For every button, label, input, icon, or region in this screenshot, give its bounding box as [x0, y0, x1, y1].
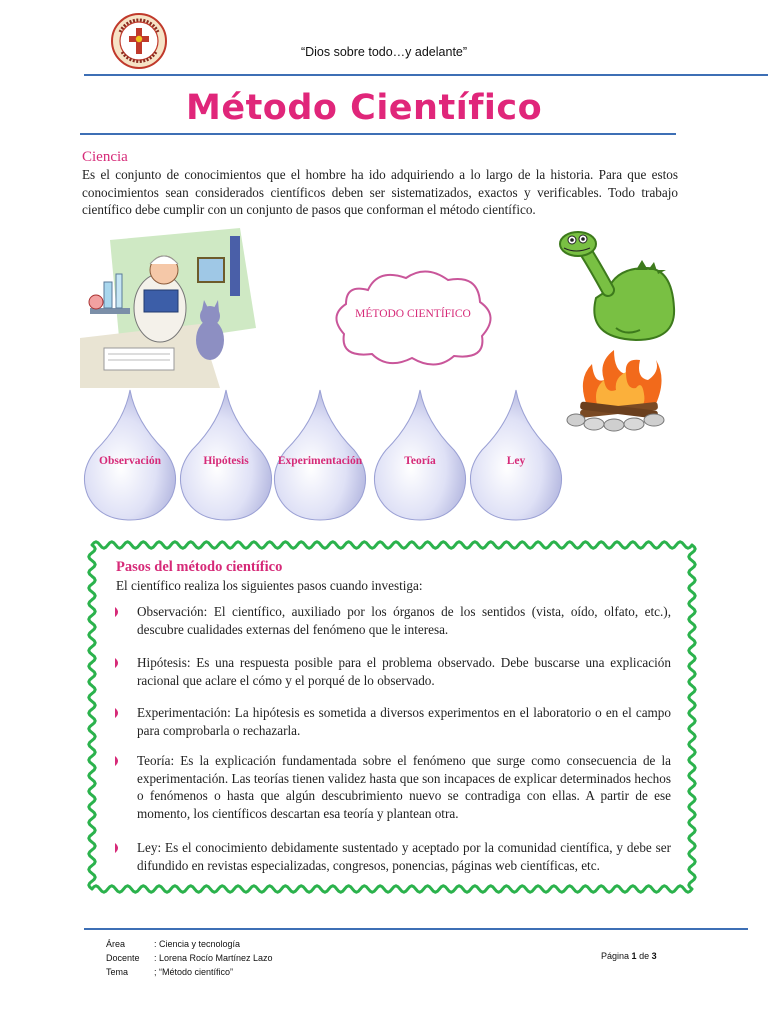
- step-text: La hipótesis es sometida a diversos experimentos en el laboratorio o en el campo para comprobarla o rechazarla.: [137, 705, 671, 738]
- page-word: Página: [601, 951, 630, 961]
- bullet-icon: [115, 843, 121, 853]
- step-drop-observacion: [82, 388, 178, 522]
- section-heading-ciencia: Ciencia: [82, 149, 128, 165]
- step-drop-teoria: [372, 388, 468, 522]
- header-divider: [84, 74, 768, 76]
- title-divider: [80, 133, 676, 135]
- step-drop-experimentacion: [272, 388, 368, 522]
- step-label: Hipótesis: [203, 455, 249, 467]
- bullet-icon: [115, 756, 121, 766]
- page-number: [601, 951, 657, 961]
- footer-info: [106, 937, 273, 979]
- school-seal-logo: [110, 12, 168, 70]
- footer-divider: [84, 928, 748, 930]
- step-term: Experimentación:: [137, 705, 231, 720]
- diagram-center-label: MÉTODO CIENTÍFICO: [355, 308, 471, 320]
- footer-area-label: Área: [106, 939, 126, 949]
- step-text: Es el conocimiento debidamente sustentado y aceptado por la comunidad científica, y debe ser difundido en revistas especializadas, congresos, ponencias, páginas web científicas, etc.: [137, 840, 671, 873]
- footer-tema-value: ; “Método científico”: [154, 967, 234, 977]
- step-term: Teoría:: [137, 753, 175, 768]
- step-item-observacion: [137, 603, 671, 638]
- step-term: Hipótesis:: [137, 655, 191, 670]
- page-of: de: [639, 951, 650, 961]
- footer-tema-label: Tema: [106, 967, 129, 977]
- scientist-lab-illustration: [80, 228, 256, 388]
- bullet-icon: [115, 658, 121, 668]
- footer-docente-value: : Lorena Rocío Martínez Lazo: [154, 953, 273, 963]
- page-current: 1: [631, 951, 637, 961]
- footer-area-value: : Ciencia y tecnología: [154, 939, 241, 949]
- step-label: Observación: [99, 455, 161, 467]
- step-term: Ley:: [137, 840, 162, 855]
- page-title: Método Científico: [186, 88, 543, 128]
- steps-intro: El científico realiza los siguientes pasos cuando investiga:: [116, 578, 423, 593]
- step-item-hipotesis: [137, 654, 671, 689]
- footer-docente-label: Docente: [106, 953, 140, 963]
- step-label: Teoría: [404, 455, 436, 467]
- bullet-icon: [115, 607, 121, 617]
- step-item-ley: [137, 839, 671, 874]
- step-item-experimentacion: [137, 704, 671, 739]
- step-text: Es la explicación fundamentada sobre el fenómeno que surge como consecuencia de la experimentación. Las teorías tienen validez hasta que son incapaces de explicar determinados hechos o fenómenos o hasta que algún descubrimiento nuevo se contradiga con ellas. A partir de ese momento, los científicos descartan esa teoría y plantean otra.: [137, 753, 671, 821]
- intro-paragraph: Es el conjunto de conocimientos que el hombre ha ido adquiriendo a lo largo de la historia. Para que estos conocimientos sean considerados científicos deben ser sistematizados, exactos y verificables. Todo trabajo científico debe cumplir con un conjunto de pasos que conforman el método científico.: [82, 167, 678, 217]
- bullet-icon: [115, 708, 121, 718]
- header-motto: “Dios sobre todo…y adelante”: [300, 45, 468, 59]
- steps-heading: Pasos del método científico: [116, 559, 283, 575]
- step-text: El científico, auxiliado por los órganos de los sentidos (vista, oído, olfato, etc.), descubre cualidades externas del fenómeno que le interesa.: [137, 604, 671, 637]
- step-item-teoria: [137, 752, 671, 822]
- step-label: Experimentación: [277, 455, 363, 467]
- step-label: Ley: [506, 455, 526, 467]
- campfire-illustration: [566, 350, 670, 432]
- step-drop-ley: [468, 388, 564, 522]
- step-text: Es una respuesta posible para el problema observado. Debe buscarse una explicación racional que aclare el cómo y el porqué de lo observado.: [137, 655, 671, 688]
- page-total: 3: [651, 951, 657, 961]
- dinosaur-illustration: [556, 228, 678, 346]
- step-term: Observación:: [137, 604, 208, 619]
